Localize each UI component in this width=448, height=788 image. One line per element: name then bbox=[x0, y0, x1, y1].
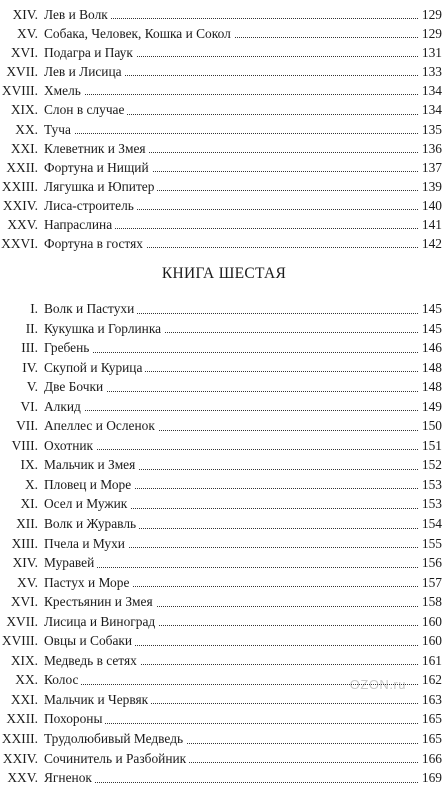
chapter-title: Гребень bbox=[44, 340, 92, 355]
chapter-number: XXI. bbox=[10, 140, 38, 156]
dot-leader bbox=[44, 81, 418, 100]
toc-entry bbox=[0, 62, 448, 81]
dot-leader bbox=[44, 631, 418, 651]
dot-leader bbox=[44, 299, 418, 319]
toc-entry bbox=[0, 631, 448, 651]
page-number: 129 bbox=[421, 26, 442, 42]
toc-entry bbox=[0, 338, 448, 358]
chapter-number: XIV. bbox=[12, 7, 38, 22]
chapter-title: Муравей bbox=[44, 555, 97, 570]
chapter-title: Фортуна и Нищий bbox=[44, 160, 152, 175]
chapter-number: X. bbox=[24, 476, 38, 492]
chapter-number: XXV. bbox=[7, 217, 38, 233]
chapter-title: Мальчик и Червяк bbox=[44, 692, 151, 707]
chapter-number: XV. bbox=[17, 26, 38, 42]
page-number: 151 bbox=[421, 437, 442, 453]
chapter-number: II. bbox=[25, 320, 38, 336]
chapter-title: Трудолюбивый Медведь bbox=[44, 731, 186, 746]
leader-dots bbox=[44, 132, 418, 134]
leader-dots bbox=[44, 683, 418, 685]
chapter-title: Подагра и Паук bbox=[44, 45, 136, 60]
toc-entry bbox=[0, 514, 448, 534]
page-number: 153 bbox=[421, 496, 442, 512]
dot-leader bbox=[44, 215, 418, 234]
chapter-number: V. bbox=[26, 379, 38, 395]
chapter-number: XVI. bbox=[10, 594, 38, 610]
chapter-title: Собака, Человек, Кошка и Сокол bbox=[44, 26, 234, 41]
page-number: 166 bbox=[421, 750, 442, 766]
page-number: 149 bbox=[421, 398, 442, 414]
chapter-number: XXII. bbox=[6, 159, 38, 175]
dot-leader bbox=[44, 612, 418, 632]
chapter-number: VIII. bbox=[11, 437, 38, 453]
toc-entry bbox=[0, 592, 448, 612]
dot-leader bbox=[44, 436, 418, 456]
dot-leader bbox=[44, 139, 418, 158]
chapter-title: Скупой и Курица bbox=[44, 360, 145, 375]
chapter-title: Колос bbox=[44, 672, 81, 687]
toc-entry bbox=[0, 120, 448, 139]
chapter-title: Слон в случае bbox=[44, 102, 127, 117]
toc-entry bbox=[0, 299, 448, 319]
toc-list-book-five bbox=[0, 5, 448, 253]
dot-leader bbox=[44, 416, 418, 436]
page-number: 163 bbox=[421, 691, 442, 707]
toc-entry bbox=[0, 455, 448, 475]
dot-leader bbox=[44, 158, 418, 177]
chapter-number: XX. bbox=[15, 121, 38, 137]
page-number: 133 bbox=[421, 64, 442, 80]
chapter-number: XXIII. bbox=[1, 731, 38, 747]
section-heading: КНИГА ШЕСТАЯ bbox=[161, 265, 287, 282]
page-number: 169 bbox=[421, 770, 442, 786]
toc-entry bbox=[0, 177, 448, 196]
dot-leader bbox=[44, 749, 418, 769]
dot-leader bbox=[44, 43, 418, 62]
toc-entry bbox=[0, 377, 448, 397]
dot-leader bbox=[44, 177, 418, 196]
chapter-title: Пловец и Море bbox=[44, 477, 134, 492]
leader-dots bbox=[44, 351, 418, 353]
page-number: 161 bbox=[421, 652, 442, 668]
toc-entry bbox=[0, 358, 448, 378]
page-number: 141 bbox=[421, 217, 442, 233]
toc-entry bbox=[0, 319, 448, 339]
chapter-number: XIX. bbox=[10, 652, 38, 668]
toc-entry bbox=[0, 612, 448, 632]
toc-entry bbox=[0, 709, 448, 729]
toc-entry bbox=[0, 436, 448, 456]
chapter-number: XI. bbox=[20, 496, 38, 512]
chapter-title: Медведь в сетях bbox=[44, 653, 140, 668]
chapter-title: Крестьянин и Змея bbox=[44, 594, 156, 609]
chapter-title: Лев и Лисица bbox=[44, 64, 125, 79]
page-number: 142 bbox=[421, 236, 442, 252]
chapter-title: Овцы и Собаки bbox=[44, 633, 135, 648]
chapter-title: Алкид bbox=[44, 399, 84, 414]
dot-leader bbox=[44, 729, 418, 749]
toc-entry bbox=[0, 494, 448, 514]
chapter-number: XXII. bbox=[6, 711, 38, 727]
dot-leader bbox=[44, 768, 418, 788]
toc-entry bbox=[0, 397, 448, 417]
chapter-number: XIX. bbox=[10, 102, 38, 118]
chapter-number: XVII. bbox=[6, 64, 38, 80]
toc-entry bbox=[0, 234, 448, 253]
chapter-number: XVI. bbox=[10, 45, 38, 61]
chapter-title: Похороны bbox=[44, 711, 105, 726]
chapter-title: Напраслина bbox=[44, 217, 115, 232]
dot-leader bbox=[44, 5, 418, 24]
toc-entry bbox=[0, 5, 448, 24]
toc-entry bbox=[0, 139, 448, 158]
chapter-title: Лягушка и Юпитер bbox=[44, 179, 157, 194]
chapter-number: XX. bbox=[15, 672, 38, 688]
chapter-number: XXV. bbox=[7, 770, 38, 786]
chapter-title: Кукушка и Горлинка bbox=[44, 321, 164, 336]
chapter-title: Лисица и Виноград bbox=[44, 614, 158, 629]
chapter-title: Туча bbox=[44, 122, 74, 137]
toc-entry bbox=[0, 43, 448, 62]
chapter-title: Лев и Волк bbox=[44, 7, 111, 22]
chapter-number: XXIV. bbox=[2, 197, 38, 213]
dot-leader bbox=[44, 319, 418, 339]
dot-leader bbox=[44, 573, 418, 593]
leader-dots bbox=[44, 409, 418, 411]
chapter-title: Две Бочки bbox=[44, 379, 106, 394]
page-number: 157 bbox=[421, 574, 442, 590]
toc-entry bbox=[0, 729, 448, 749]
page-number: 135 bbox=[421, 121, 442, 137]
dot-leader bbox=[44, 475, 418, 495]
page-number: 136 bbox=[421, 140, 442, 156]
chapter-title: Волк и Пастухи bbox=[44, 301, 137, 316]
chapter-number: XIII. bbox=[11, 535, 38, 551]
chapter-title: Ягненок bbox=[44, 770, 95, 785]
chapter-number: IX. bbox=[20, 457, 38, 473]
chapter-title: Волк и Журавль bbox=[44, 516, 139, 531]
page-number: 134 bbox=[421, 102, 442, 118]
page-number: 140 bbox=[421, 197, 442, 213]
leader-dots bbox=[44, 448, 418, 450]
chapter-number: XIV. bbox=[12, 555, 38, 571]
dot-leader bbox=[44, 553, 418, 573]
toc-entry bbox=[0, 534, 448, 554]
page-number: 158 bbox=[421, 594, 442, 610]
page-number: 150 bbox=[421, 418, 442, 434]
chapter-number: IV. bbox=[22, 359, 38, 375]
chapter-title: Пастух и Море bbox=[44, 575, 132, 590]
chapter-title: Осел и Мужик bbox=[44, 496, 130, 511]
toc-entry bbox=[0, 24, 448, 43]
toc-entry bbox=[0, 573, 448, 593]
toc-entry bbox=[0, 553, 448, 573]
page-number: 134 bbox=[421, 83, 442, 99]
dot-leader bbox=[44, 455, 418, 475]
page-number: 145 bbox=[421, 320, 442, 336]
toc-entry bbox=[0, 215, 448, 234]
chapter-number: VII. bbox=[16, 418, 38, 434]
page-number: 165 bbox=[421, 731, 442, 747]
chapter-title: Мальчик и Змея bbox=[44, 457, 138, 472]
page-number: 160 bbox=[421, 613, 442, 629]
page-number: 156 bbox=[421, 555, 442, 571]
chapter-number: XVII. bbox=[6, 613, 38, 629]
dot-leader bbox=[44, 358, 418, 378]
chapter-number: XVIII. bbox=[1, 83, 38, 99]
page-number: 152 bbox=[421, 457, 442, 473]
page-number: 129 bbox=[421, 7, 442, 22]
dot-leader bbox=[44, 62, 418, 81]
chapter-title: Хмель bbox=[44, 83, 84, 98]
chapter-title: Пчела и Мухи bbox=[44, 536, 128, 551]
watermark-text: OZON.ru bbox=[349, 677, 406, 692]
chapter-number: XXIV. bbox=[2, 750, 38, 766]
chapter-number: XVIII. bbox=[1, 633, 38, 649]
dot-leader bbox=[44, 534, 418, 554]
page-number: 148 bbox=[421, 359, 442, 375]
dot-leader bbox=[44, 120, 418, 139]
chapter-number: III. bbox=[21, 340, 38, 356]
leader-dots bbox=[44, 93, 418, 95]
chapter-title: Клеветник и Змея bbox=[44, 141, 149, 156]
chapter-title: Сочинитель и Разбойник bbox=[44, 751, 189, 766]
page-number: 146 bbox=[421, 340, 442, 356]
toc-entry bbox=[0, 475, 448, 495]
dot-leader bbox=[44, 651, 418, 671]
page-number: 155 bbox=[421, 535, 442, 551]
toc-entry bbox=[0, 651, 448, 671]
dot-leader bbox=[44, 377, 418, 397]
page-number: 153 bbox=[421, 476, 442, 492]
chapter-title: Охотник bbox=[44, 438, 96, 453]
page-number: 165 bbox=[421, 711, 442, 727]
dot-leader bbox=[44, 397, 418, 417]
dot-leader bbox=[44, 196, 418, 215]
chapter-number: XV. bbox=[17, 574, 38, 590]
page-number: 160 bbox=[421, 633, 442, 649]
toc-entry bbox=[0, 100, 448, 119]
chapter-number: XXI. bbox=[10, 691, 38, 707]
dot-leader bbox=[44, 514, 418, 534]
leader-dots bbox=[44, 781, 418, 783]
dot-leader bbox=[44, 494, 418, 514]
chapter-title: Фортуна в гостях bbox=[44, 236, 146, 251]
dot-leader bbox=[44, 100, 418, 119]
chapter-number: VI. bbox=[20, 398, 38, 414]
page-number: 148 bbox=[421, 379, 442, 395]
leader-dots bbox=[44, 566, 418, 568]
chapter-title: Апеллес и Осленок bbox=[44, 418, 158, 433]
page-number: 154 bbox=[421, 516, 442, 532]
toc-entry bbox=[0, 158, 448, 177]
dot-leader bbox=[44, 234, 418, 253]
chapter-number: XII. bbox=[16, 516, 38, 532]
page-number: 131 bbox=[421, 45, 442, 61]
toc-list-book-six bbox=[0, 299, 448, 788]
dot-leader bbox=[44, 592, 418, 612]
chapter-title: Лиса-строитель bbox=[44, 198, 137, 213]
page-number: 139 bbox=[421, 178, 442, 194]
toc-entry bbox=[0, 768, 448, 788]
toc-entry bbox=[0, 196, 448, 215]
toc-entry bbox=[0, 81, 448, 100]
dot-leader bbox=[44, 338, 418, 358]
page-number: 162 bbox=[421, 672, 442, 688]
toc-entry bbox=[0, 416, 448, 436]
page-number: 137 bbox=[421, 159, 442, 175]
chapter-number: XXIII. bbox=[1, 178, 38, 194]
toc-entry bbox=[0, 749, 448, 769]
dot-leader bbox=[44, 24, 418, 43]
chapter-number: I. bbox=[30, 301, 38, 316]
chapter-number: XXVI. bbox=[1, 236, 38, 252]
dot-leader bbox=[44, 709, 418, 729]
page-number: 145 bbox=[421, 301, 442, 316]
